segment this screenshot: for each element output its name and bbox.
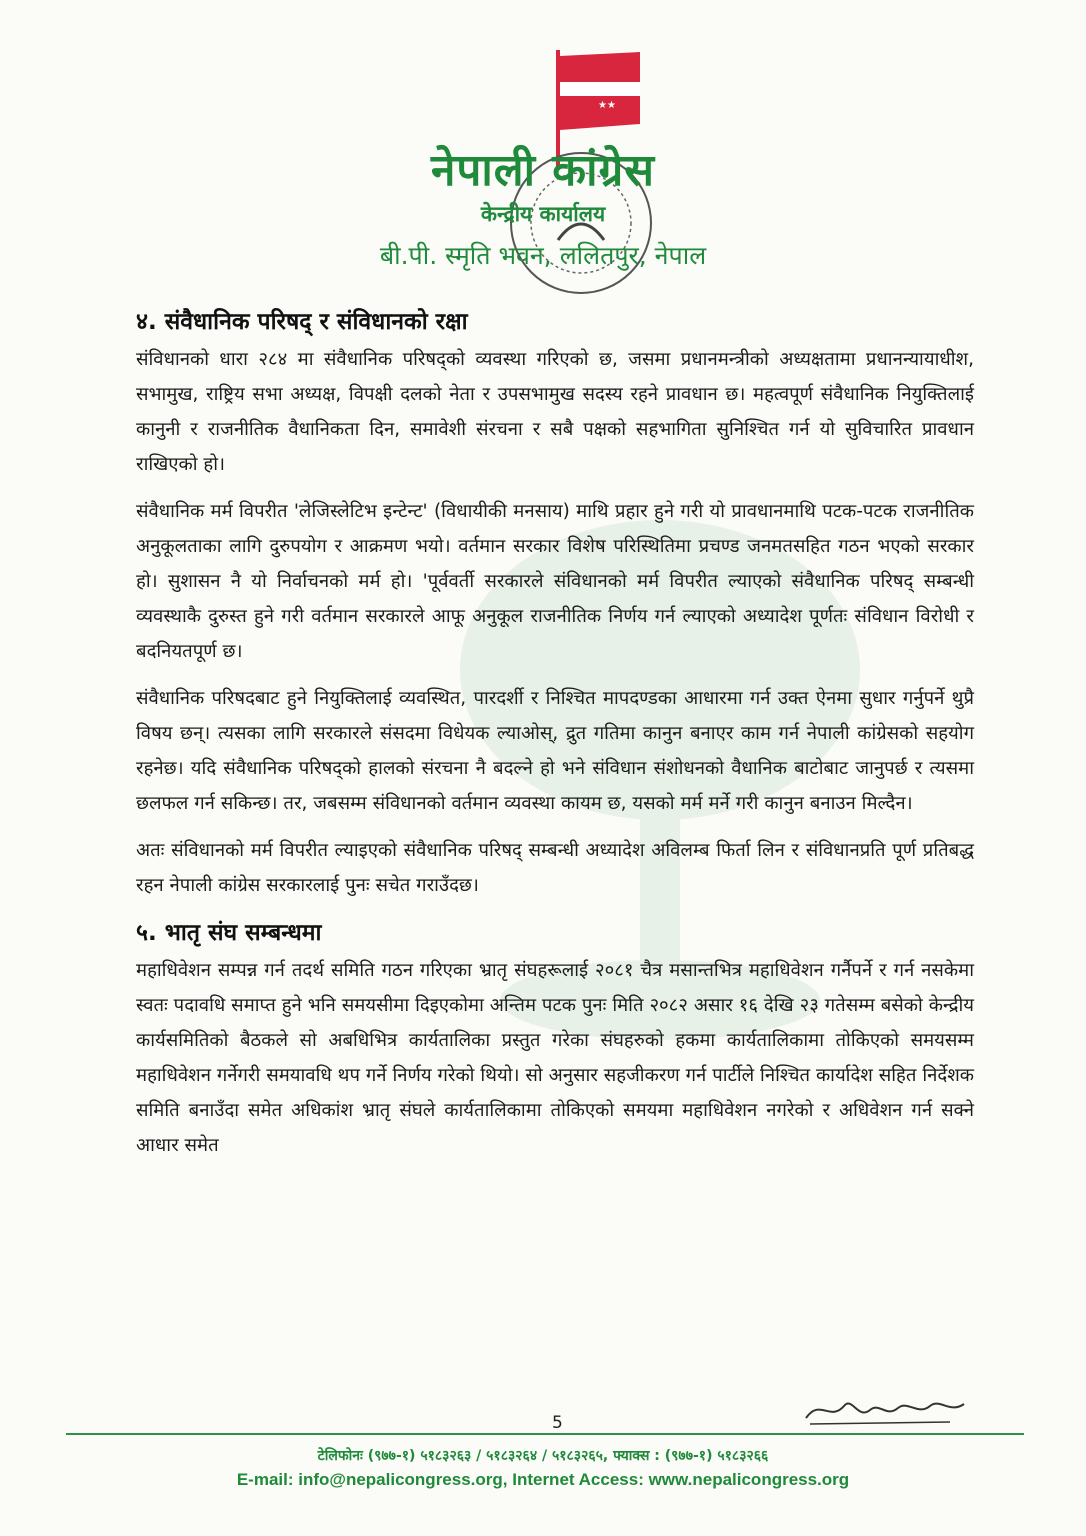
- footer-divider: [66, 1433, 1024, 1435]
- section-4-paragraph-2: संवैधानिक मर्म विपरीत 'लेजिस्लेटिभ इन्टेन्ट' (विधायीकी मनसाय) माथि प्रहार हुने गरी यो प्रावधानमाथि पटक-पटक राजनीतिक अनुकूलताका लागि दुरुपयोग र आक्रमण भयो। वर्तमान सरकार विशेष परिस्थितिमा प्रचण्ड जनमतसहित गठन भएको सरकार हो। सुशासन नै यो निर्वाचनको मर्म हो। 'पूर्ववर्ती सरकारले संविधानको मर्म विपरीत ल्याएको संवैधानिक परिषद् सम्बन्धी व्यवस्थाकै दुरुस्त हुने गरी वर्तमान सरकारले आफू अनुकूल राजनीतिक निर्णय गर्न ल्याएको अध्यादेश पूर्णतः संविधान विरोधी र बदनियतपूर्ण छ।: [136, 501, 974, 662]
- svg-text:★★: ★★: [600, 86, 618, 97]
- signature: [800, 1388, 970, 1430]
- section-4-paragraph-3: संवैधानिक परिषदबाट हुने नियुक्तिलाई व्यवस्थित, पारदर्शी र निश्चित मापदण्डका आधारमा गर्न उक्त ऐनमा सुधार गर्नुपर्ने थुप्रै विषय छन्। त्यसका लागि सरकारले संसदमा विधेयक ल्याओस्, द्रुत गतिमा कानुन बनाएर काम गर्न नेपाली कांग्रेसको सहयोग रहनेछ। यदि संवैधानिक परिषद्को हालको संरचना नै बदल्ने हो भने संविधान संशोधनको वैधानिक बाटोबाट जानुपर्छ र त्यसमा छलफल गर्न सकिन्छ। तर, जबसम्म संविधानको वर्तमान व्यवस्था कायम छ, यसको मर्म मर्ने गरी कानुन बनाउन मिल्दैन।: [136, 688, 974, 814]
- section-5-paragraph-1: महाधिवेशन सम्पन्न गर्न तदर्थ समिति गठन गरिएका भ्रातृ संघहरूलाई २०८१ चैत्र मसान्तभित्र महाधिवेशन गर्नैपर्ने र गर्न नसकेमा स्वतः पदावधि समाप्त हुने भनि समयसीमा दिइएकोमा अन्तिम पटक पुनः मिति २०८२ असार १६ देखि २३ गतेसम्म बसेको केन्द्रीय कार्यसमितिको बैठकले सो अबधिभित्र कार्यतालिका प्रस्तुत गरेका संघहरुको हकमा कार्यतालिकामा तोकिएको समयसम्म महाधिवेशन गर्नेगरी समयावधि थप गर्ने निर्णय गरेको थियो। सो अनुसार सहजीकरण गर्न पार्टीले निश्चित कार्यादेश सहित निर्देशक समिति बनाउँदा समेत अधिकांश भ्रातृ संघले कार्यतालिकामा तोकिएको समयमा महाधिवेशन नगरेको र अधिवेशन गर्न सक्ने आधार समेत: [136, 960, 974, 1156]
- letterhead: [0, 0, 1086, 300]
- svg-text:★★: ★★: [598, 100, 616, 111]
- footer-email-website: E-mail: info@nepalicongress.org, Internet Access: www.nepalicongress.org: [236, 1470, 850, 1489]
- section-4-paragraph-1: संविधानको धारा २८४ मा संवैधानिक परिषद्को व्यवस्था गरिएको छ, जसमा प्रधानमन्त्रीको अध्यक्षतामा प्रधानन्यायाधीश, सभामुख, राष्ट्रिय सभा अध्यक्ष, विपक्षी दलको नेता र उपसभामुख सदस्य रहने प्रावधान छ। महत्वपूर्ण संवैधानिक नियुक्तिलाई कानुनी र राजनीतिक वैधानिकता दिन, समावेशी संरचना र सबै पक्षको सहभागिता सुनिश्चित गर्न यो सुविचारित प्रावधान राखिएको हो।: [136, 349, 974, 475]
- office-name: केन्द्रीय कार्यालय: [480, 202, 606, 226]
- section-4-heading: ४. संवैधानिक परिषद् र संविधानको रक्षा: [136, 309, 468, 335]
- office-address: बी.पी. स्मृति भवन, ललितपुर, नेपाल: [379, 241, 707, 270]
- document-body: [136, 304, 974, 1175]
- page-number: 5: [552, 1413, 563, 1433]
- organization-name: नेपाली कांग्रेस: [430, 145, 656, 196]
- footer-phone-fax: टेलिफोनः (९७७-१) ५१८३२६३ / ५१८३२६४ / ५१८३२६५, फ्याक्स : (९७७-१) ५१८३२६६: [317, 1448, 769, 1464]
- section-4-paragraph-4: अतः संविधानको मर्म विपरीत ल्याइएको संवैधानिक परिषद् सम्बन्धी अध्यादेश अविलम्ब फिर्ता लिन र संविधानप्रति पूर्ण प्रतिबद्ध रहन नेपाली कांग्रेस सरकारलाई पुनः सचेत गराउँदछ।: [136, 840, 974, 896]
- section-5-heading: ५. भातृ संघ सम्बन्धमा: [136, 920, 322, 946]
